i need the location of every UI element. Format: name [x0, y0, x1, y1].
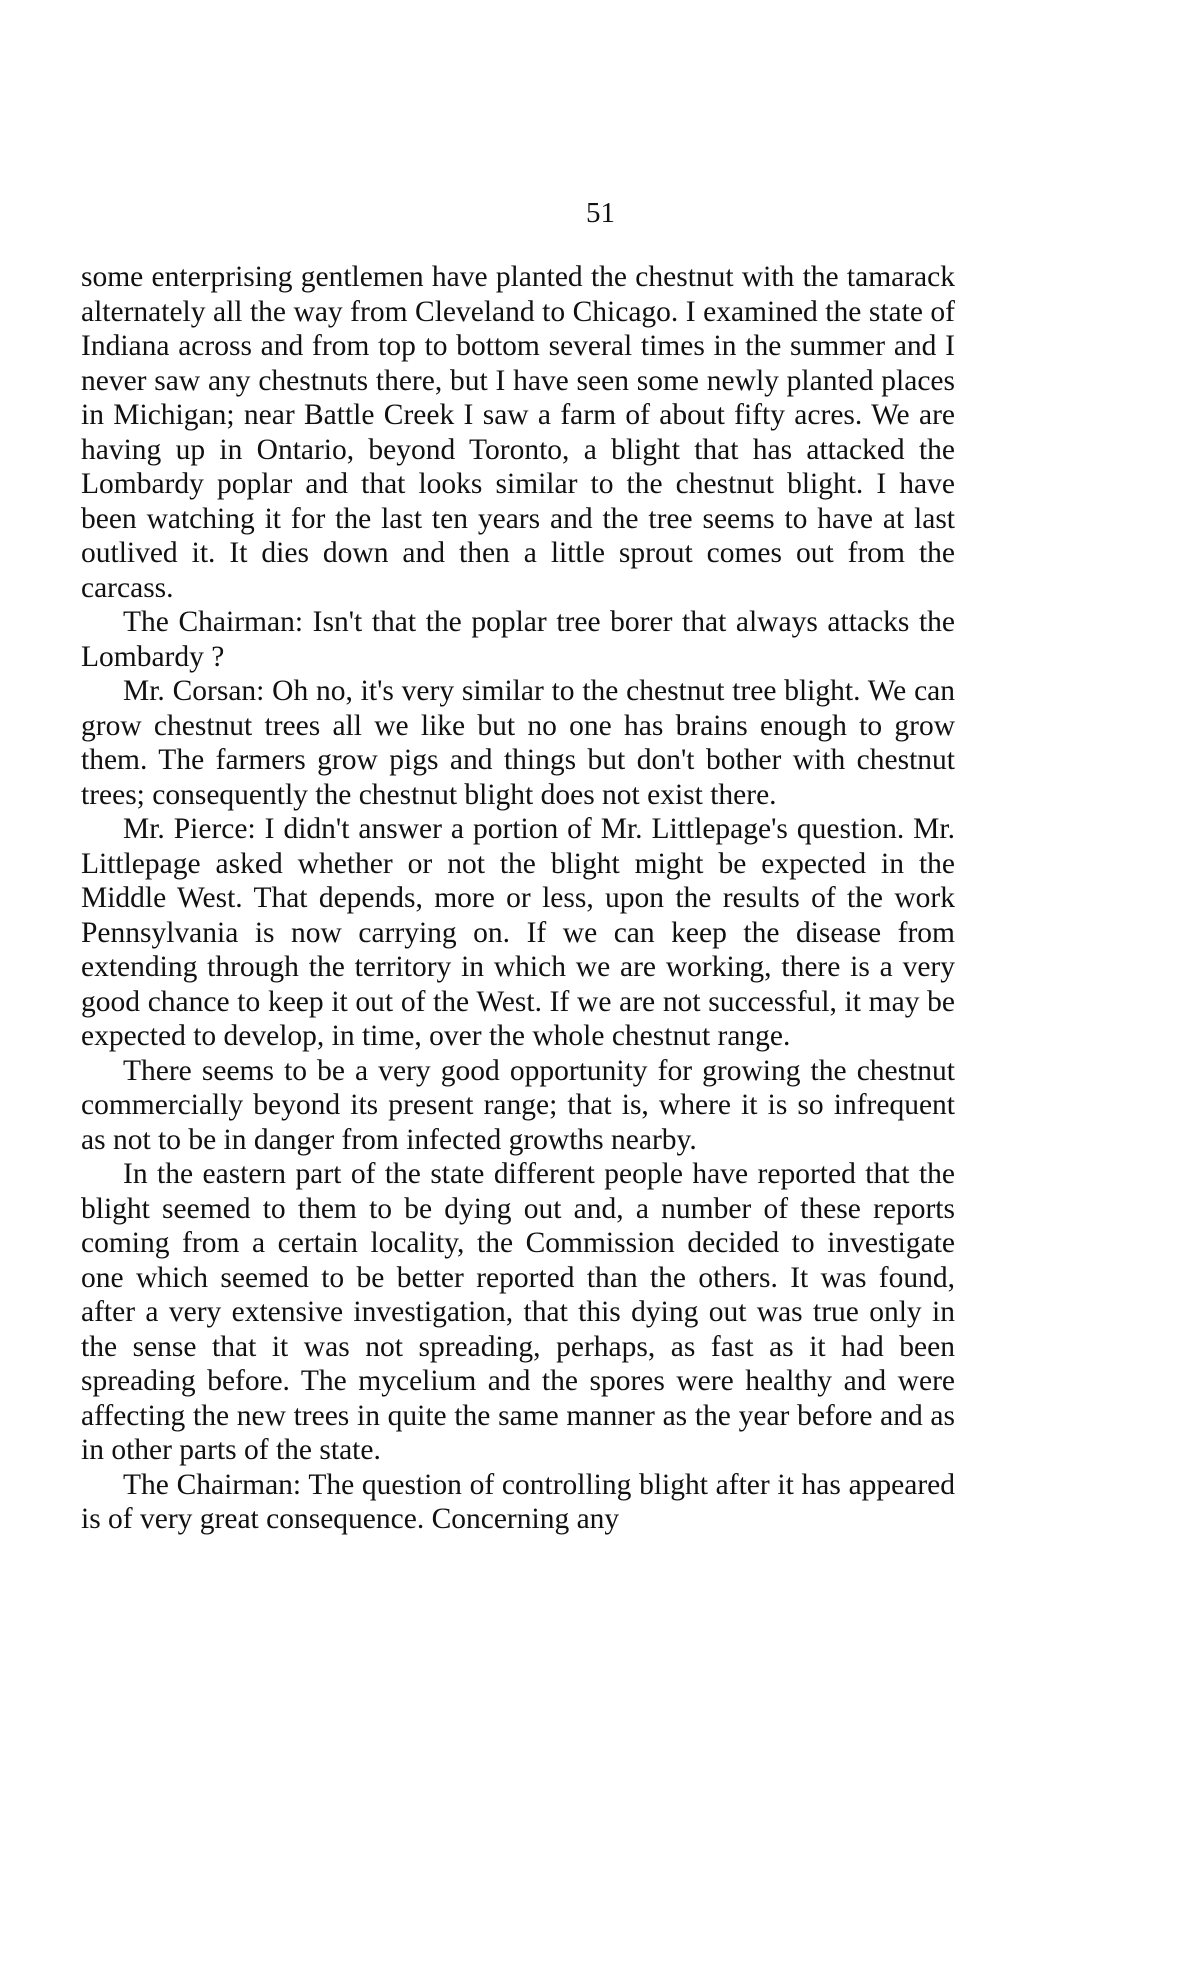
- speaker-label: Mr. Corsan:: [123, 675, 265, 707]
- paragraph-text: Isn't that the poplar tree borer that always attacks the Lombardy ?: [81, 606, 955, 673]
- paragraph-opportunity: [81, 1054, 955, 1158]
- paragraph-text: Oh no, it's very similar to the chestnut tree blight. We can grow chestnut trees all we like but no one has brains enough to grow them. The farmers grow pigs and things but don't bother with chestnut trees; consequently the chestnut blight does not exist there.: [81, 675, 956, 811]
- speaker-label: The Chairman:: [123, 1468, 302, 1501]
- paragraph-text: There seems to be a very good opportunity for growing the chestnut commercially beyond its present range; that is, where it is so infrequent as not to be in danger from infected growths nearby.: [81, 1054, 955, 1156]
- body-text: [81, 260, 955, 1537]
- paragraph-text: I didn't answer a portion of Mr. Littlepage's question. Mr. Littlepage asked whether or not the blight might be expected in the Middle West. That depends, more or less, upon the results of the work Pennsylvania is now carrying on. If we can keep the disease from extending through the territory in which we are working, there is a very good chance to keep it out of the West. If we are not successful, it may be expected to develop, in time, over the whole chestnut range.: [81, 813, 955, 1052]
- paragraph-chairman-question: [81, 605, 955, 674]
- speaker-label: The Chairman:: [123, 606, 304, 638]
- paragraph-eastern-reports: [81, 1157, 955, 1468]
- paragraph-chairman-control: [81, 1468, 955, 1537]
- paragraph-continuation: [81, 260, 955, 605]
- paragraph-text: In the eastern part of the state different people have reported that the blight seemed to them to be dying out and, a number of these reports coming from a certain locality, the Commission decided to investigate one which seemed to be better reported than the others. It was found, after a very extensive investigation, that this dying out was true only in the sense that it was not spreading, perhaps, as fast as it had been spreading before. The mycelium and the spores were healthy and were affecting the new trees in quite the same manner as the year before and as in other parts of the state.: [81, 1158, 955, 1466]
- paragraph-text: The question of controlling blight after it has appeared is of very great consequence. Concerning any: [81, 1468, 956, 1535]
- paragraph-pierce-answer: [81, 812, 955, 1054]
- paragraph-corsan-reply: [81, 674, 955, 812]
- paragraph-text: some enterprising gentlemen have planted the chestnut with the tamarack alternately all the way from Cleveland to Chicago. I examined the state of Indiana across and from top to bottom several times in the summer and I never saw any chestnuts there, but I have seen some newly planted places in Michigan; near Battle Creek I saw a farm of about fifty acres. We are having up in Ontario, beyond Toronto, a blight that has attacked the Lombardy poplar and that looks similar to the chestnut blight. I have been watching it for the last ten years and the tree seems to have at last outlived it. It dies down and then a little sprout comes out from the carcass.: [81, 261, 955, 604]
- page-number: 51: [586, 197, 615, 229]
- speaker-label: Mr. Pierce:: [123, 813, 256, 845]
